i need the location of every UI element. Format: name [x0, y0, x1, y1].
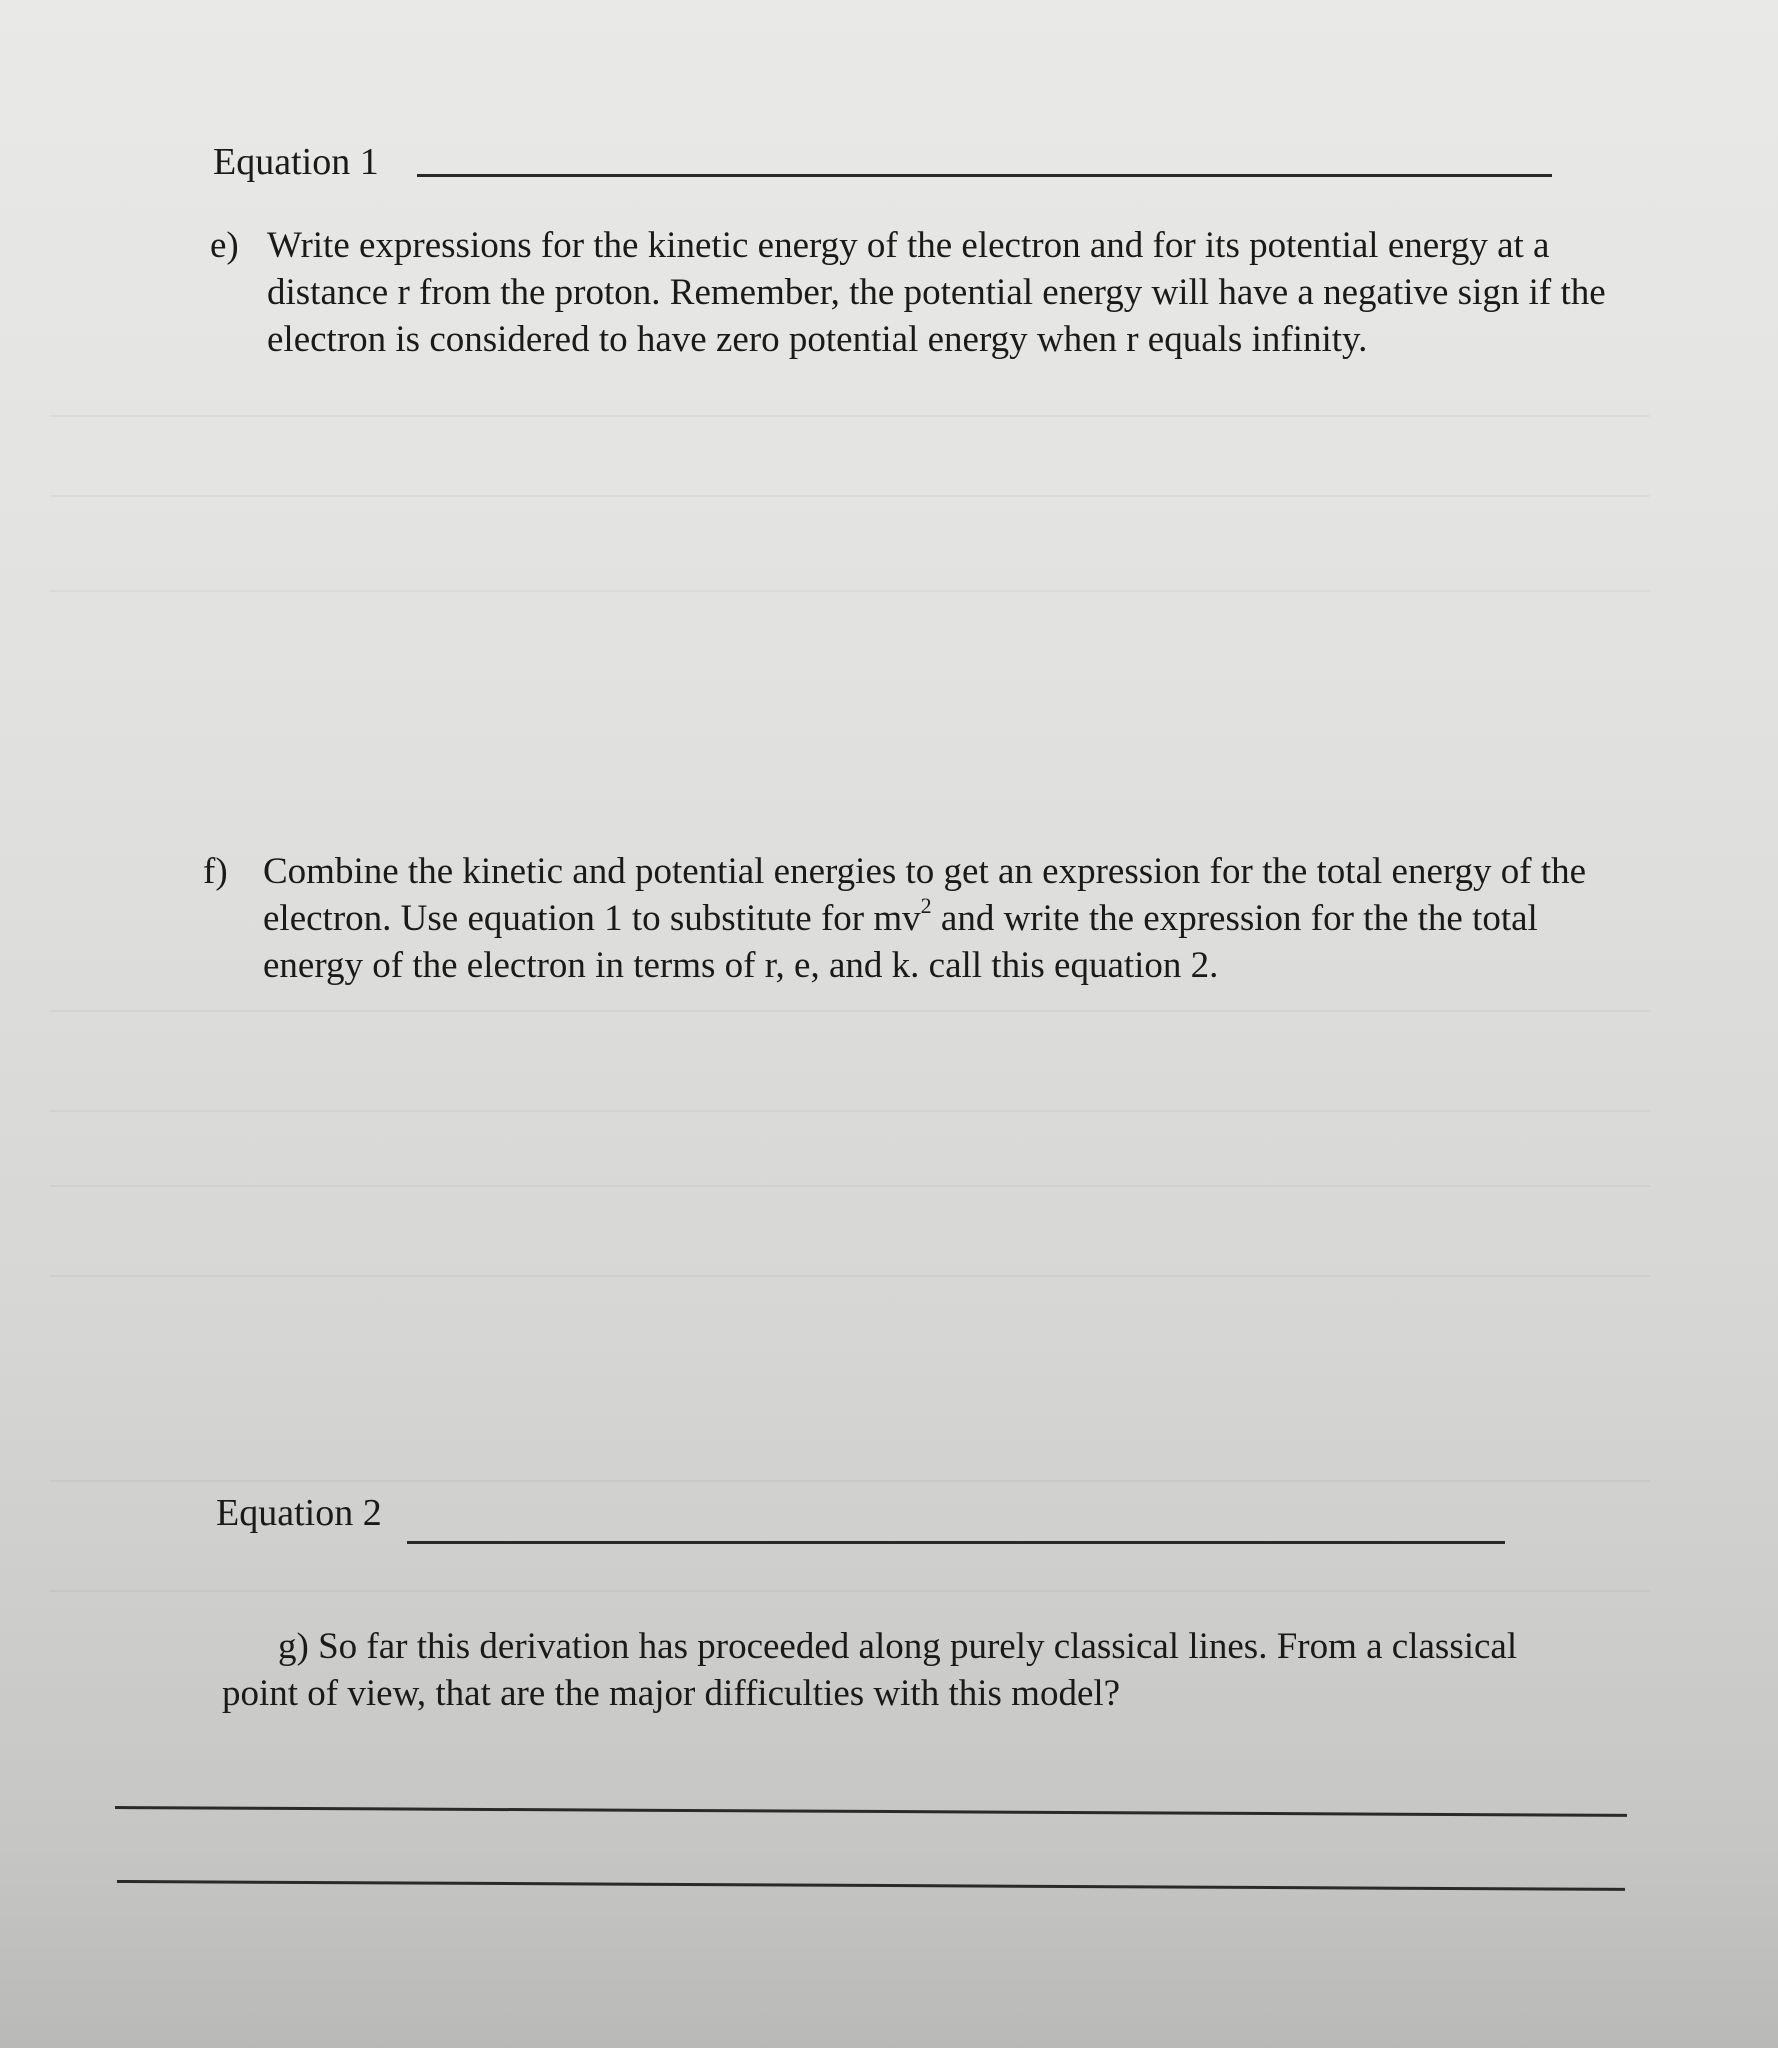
question-f-marker: f): [203, 851, 228, 892]
question-e-marker: e): [210, 225, 239, 266]
question-g-text: So far this derivation has proceeded along purely classical lines. From a classical point of view, that are the major difficulties with this model?: [222, 1626, 1518, 1714]
question-e: [210, 222, 1640, 363]
question-f-text: [263, 848, 1643, 989]
question-g: [222, 1623, 1562, 1717]
faint-rule: [50, 495, 1650, 497]
faint-rule: [50, 1010, 1650, 1012]
equation-1-label: Equation 1: [213, 141, 379, 183]
faint-rule: [50, 1185, 1650, 1187]
question-f-text-before: Combine the kinetic and potential energies to get an expression for the total energy of the electron. Use equation 1 to substitute for mv: [263, 851, 1587, 939]
faint-rule: [50, 1110, 1650, 1112]
question-f: [203, 848, 1643, 989]
faint-rule: [50, 1275, 1650, 1277]
question-f-text-after: and write the expression for the the total energy of the electron in terms of r, e, and k. call this equation 2.: [263, 898, 1538, 986]
equation-1-answer-line[interactable]: [417, 174, 1552, 177]
question-f-superscript: 2: [920, 892, 932, 918]
equation-2-answer-line[interactable]: [407, 1541, 1505, 1544]
question-e-text: Write expressions for the kinetic energy of the electron and for its potential energy at a distance r from the proton. Remember, the potential energy will have a negative sign if the electron is considered to have zero potential energy when r equals infinity.: [267, 225, 1606, 360]
equation-2-label: Equation 2: [216, 1492, 382, 1534]
faint-rule: [50, 415, 1650, 417]
question-g-answer-line-2[interactable]: [117, 1880, 1625, 1891]
question-g-answer-line-1[interactable]: [115, 1806, 1627, 1817]
faint-rule: [50, 1590, 1650, 1592]
faint-rule: [50, 1480, 1650, 1482]
question-g-marker: g): [278, 1626, 309, 1667]
faint-rule: [50, 590, 1650, 592]
